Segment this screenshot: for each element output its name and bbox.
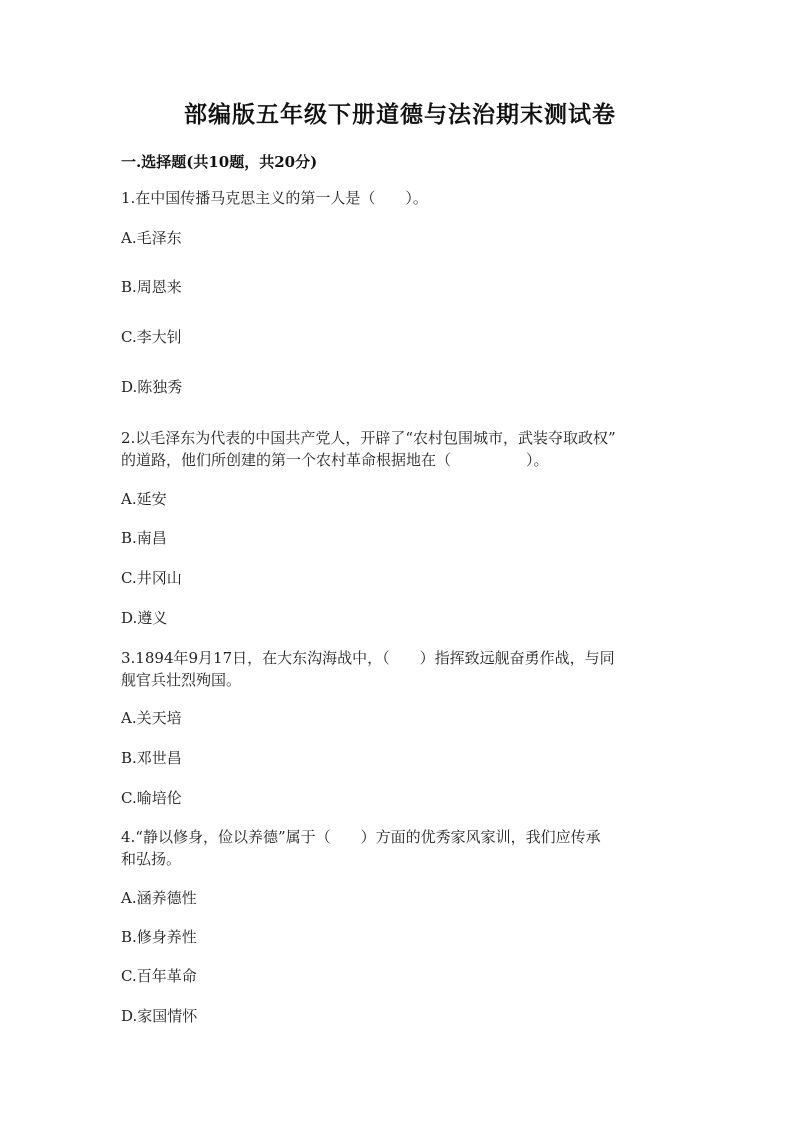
question-4-option-d: D.家国情怀 xyxy=(121,1007,198,1025)
question-2-option-b: B.南昌 xyxy=(121,529,167,547)
question-1-option-c: C.李大钊 xyxy=(121,328,182,346)
question-3-stem-line-2: 舰官兵壮烈殉国。 xyxy=(121,671,242,689)
question-2-option-c: C.井冈山 xyxy=(121,569,182,587)
question-2-stem-line-2: 的道路，他们所创建的第一个农村革命根据地在（ ）。 xyxy=(121,451,549,469)
page-title: 部编版五年级下册道德与法治期末测试卷 xyxy=(184,101,616,128)
question-2-option-a: A.延安 xyxy=(121,490,167,508)
question-3-option-a: A.关天培 xyxy=(121,709,182,727)
question-3-option-c: C.喻培伦 xyxy=(121,789,182,807)
question-1-stem: 1.在中国传播马克思主义的第一人是（ ）。 xyxy=(121,189,428,207)
question-4-option-c: C.百年革命 xyxy=(121,967,197,985)
question-3-stem-line-1: 3.1894年9月17日，在大东沟海战中，（ ）指挥致远舰奋勇作战，与同 xyxy=(121,649,615,667)
question-1-option-b: B.周恩来 xyxy=(121,278,182,296)
question-4-option-b: B.修身养性 xyxy=(121,928,197,946)
question-4-stem-line-1: 4.“静以修身，俭以养德”属于（ ）方面的优秀家风家训，我们应传承 xyxy=(121,828,601,846)
section-heading: 一.选择题(共10题，共20分) xyxy=(121,153,318,171)
question-1-option-d: D.陈独秀 xyxy=(121,378,183,396)
question-3-option-b: B.邓世昌 xyxy=(121,749,182,767)
question-4-stem-line-2: 和弘扬。 xyxy=(121,850,182,868)
question-2-stem-line-1: 2.以毛泽东为代表的中国共产党人，开辟了“农村包围城市，武装夺取政权” xyxy=(121,429,616,447)
question-2-option-d: D.遵义 xyxy=(121,609,168,627)
question-1-option-a: A.毛泽东 xyxy=(121,229,182,247)
question-4-option-a: A.涵养德性 xyxy=(121,889,197,907)
